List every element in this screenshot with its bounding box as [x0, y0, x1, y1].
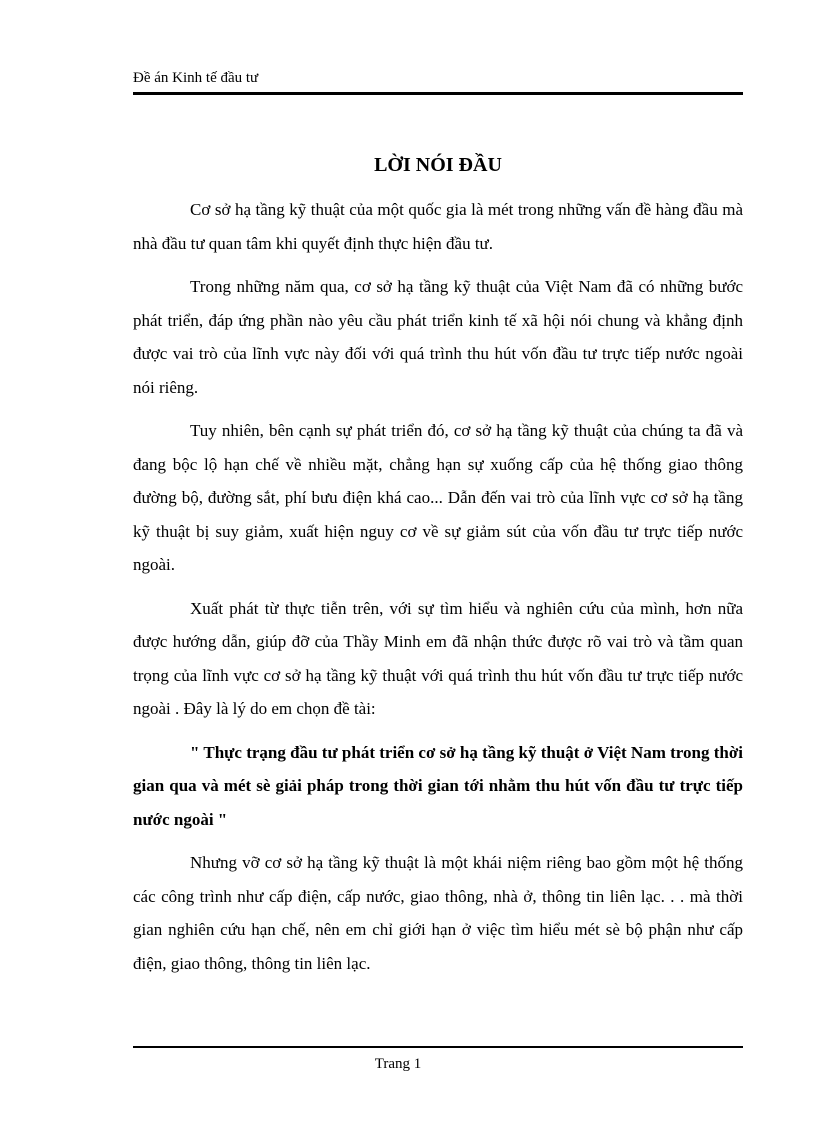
header-divider	[133, 92, 743, 95]
paragraph-development: Trong những năm qua, cơ sở hạ tầng kỹ thuật của Việt Nam đã có những bước phát triển, đáp ứng phần nào yêu cầu phát triển kinh tế xã hội nói chung và khẳng định được vai trò của lĩnh vực này đối với quá trình thu hút vốn đầu tư trực tiếp nước ngoài nói riêng.	[133, 277, 743, 397]
paragraph-limitations: Tuy nhiên, bên cạnh sự phát triển đó, cơ sở hạ tầng kỹ thuật của chúng ta đã và đang bộc lộ hạn chế về nhiều mặt, chẳng hạn sự xuống cấp của hệ thống giao thông đường bộ, đường sắt, phí bưu điện khá cao... Dẫn đến vai trò của lĩnh vực cơ sở hạ tầng kỹ thuật bị suy giảm, xuất hiện nguy cơ về sự giảm sút của vốn đầu tư trực tiếp nước ngoài.	[133, 421, 743, 574]
paragraph-scope: Nhưng vỡ cơ sở hạ tầng kỹ thuật là một khái niệm riêng bao gồm một hệ thống các công trình như cấp điện, cấp nước, giao thông, nhà ở, thông tin liên lạc. . . mà thời gian nghiên cứu hạn chế, nên em chỉ giới hạn ở việc tìm hiểu mét sè bộ phận như cấp điện, giao thông, thông tin liên lạc.	[133, 853, 743, 973]
footer-divider	[133, 1046, 743, 1048]
paragraph-intro: Cơ sở hạ tầng kỹ thuật của một quốc gia là mét trong những vấn đề hàng đầu mà nhà đầu tư quan tâm khi quyết định thực hiện đầu tư.	[133, 200, 743, 253]
page-title: LỜI NÓI ĐẦU	[374, 154, 502, 176]
paragraph-motivation: Xuất phát từ thực tiễn trên, với sự tìm hiểu và nghiên cứu của mình, hơn nữa được hướng dẫn, giúp đỡ của Thầy Minh em đã nhận thức được rõ vai trò và tầm quan trọng của lĩnh vực cơ sở hạ tầng kỹ thuật với quá trình thu hút vốn đầu tư trực tiếp nước ngoài . Đây là lý do em chọn đề tài:	[133, 598, 743, 718]
document-body	[133, 193, 743, 990]
page-number: Trang 1	[374, 1056, 422, 1072]
paragraph-topic-title: " Thực trạng đầu tư phát triển cơ sở hạ tầng kỹ thuật ở Việt Nam trong thời gian qua và mét sè giải pháp trong thời gian tới nhằm thu hút vốn đầu tư trực tiếp nước ngoài "	[133, 742, 743, 829]
running-header: Đề án Kinh tế đầu tư	[133, 70, 259, 86]
